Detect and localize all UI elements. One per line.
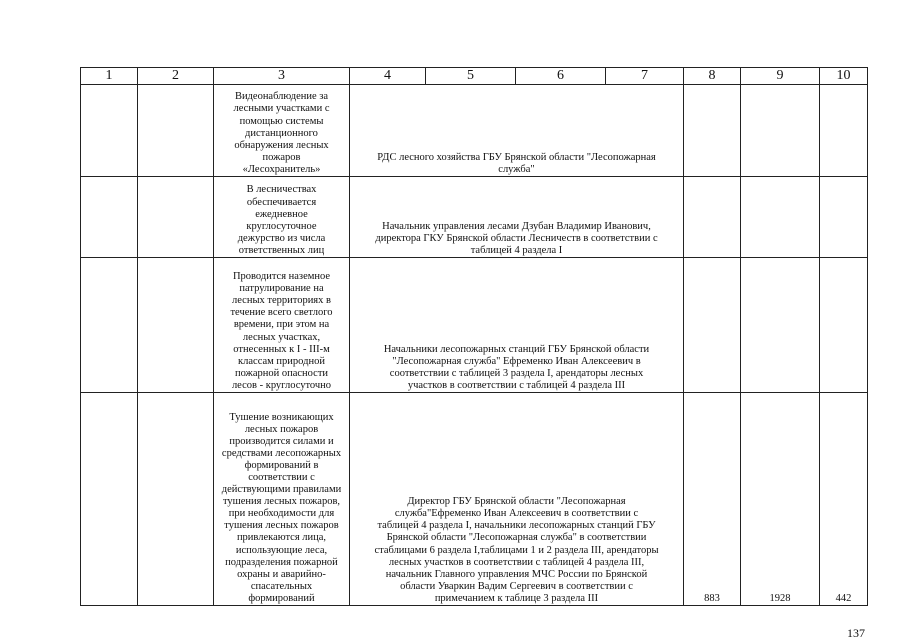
header-cell: 8 (684, 68, 741, 85)
value-cell (820, 258, 868, 393)
value-cell: 1928 (741, 393, 820, 606)
header-cell: 7 (606, 68, 684, 85)
measure-cell: Проводится наземное патрулирование на лесных территориях в течение всего светлого времени, при этом на лесных участках, отнесенных к I - III-м классам природной пожарной опасности лесов - круглосуточно (214, 258, 350, 393)
cell-empty (81, 393, 138, 606)
responsible-cell: Начальники лесопожарных станций ГБУ Брянской области "Лесопожарная служба" Ефременко Иван Алексеевич в соответствии с таблицей 3 раздела I, арендаторы лесных участков в соответствии с таблицей 4 раздела III (350, 258, 684, 393)
header-cell: 4 (350, 68, 426, 85)
cell-empty (81, 258, 138, 393)
value-cell (741, 258, 820, 393)
responsible-cell: Директор ГБУ Брянской области "Лесопожарная служба"Ефременко Иван Алексеевич в соответствии с таблицей 4 раздела I, начальники лесопожарных станций ГБУ Брянской области "Лесопожарная служба" в соответствии стаблицами 6 раздела I,таблицами 1 и 2 раздела III, арендаторы лесных участков в соответствии с таблицей 4 раздела III, начальник Главного управления МЧС России по Брянской области Уваркин Вадим Сергеевич в соответствии с примечанием к таблице 3 раздела III (350, 393, 684, 606)
table-row (81, 85, 868, 177)
responsible-cell: Начальник управления лесами Дзубан Владимир Иванович, директора ГКУ Брянской области Лесничеств в соответствии с таблицей 4 раздела I (350, 177, 684, 258)
page-number: 137 (847, 626, 865, 640)
value-cell (820, 177, 868, 258)
table-row (81, 258, 868, 393)
cell-empty (138, 393, 214, 606)
header-cell: 2 (138, 68, 214, 85)
value-cell (684, 258, 741, 393)
header-row (81, 68, 868, 85)
measure-cell: В лесничествах обеспечивается ежедневное круглосуточное дежурство из числа ответственных лиц (214, 177, 350, 258)
cell-empty (138, 177, 214, 258)
value-cell (741, 177, 820, 258)
measure-cell: Тушение возникающих лесных пожаров производится силами и средствами лесопожарных формирований в соответствии с действующими правилами тушения лесных пожаров, при необходимости для тушения лесных пожаров привлекаются лица, использующие леса, подразделения пожарной охраны и аварийно- спасательных формирований (214, 393, 350, 606)
header-cell: 3 (214, 68, 350, 85)
table-row (81, 393, 868, 606)
data-table (80, 67, 868, 606)
cell-empty (138, 85, 214, 177)
value-cell (741, 85, 820, 177)
value-cell (684, 177, 741, 258)
value-cell: 442 (820, 393, 868, 606)
value-cell (820, 85, 868, 177)
header-cell: 6 (516, 68, 606, 85)
responsible-cell: РДС лесного хозяйства ГБУ Брянской области "Лесопожарная служба" (350, 85, 684, 177)
value-cell (684, 85, 741, 177)
table-row (81, 177, 868, 258)
cell-empty (138, 258, 214, 393)
header-cell: 9 (741, 68, 820, 85)
cell-empty (81, 177, 138, 258)
header-cell: 1 (81, 68, 138, 85)
header-cell: 10 (820, 68, 868, 85)
measure-cell: Видеонаблюдение за лесными участками с помощью системы дистанционного обнаружения лесных пожаров «Лесохранитель» (214, 85, 350, 177)
value-cell: 883 (684, 393, 741, 606)
cell-empty (81, 85, 138, 177)
header-cell: 5 (426, 68, 516, 85)
